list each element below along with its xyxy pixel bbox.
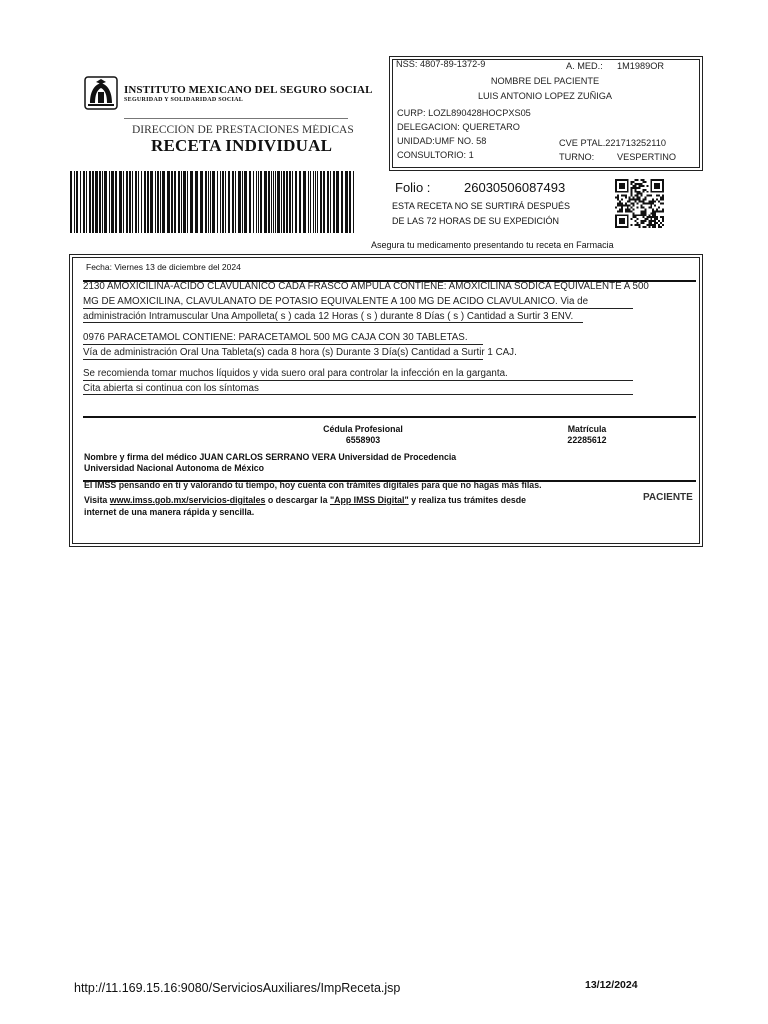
app-imss-digital-link[interactable]: "App IMSS Digital": [329, 495, 409, 505]
med-1-line-1: 2130 AMOXICILINA-ACIDO CLAVULANICO CADA FRASCO AMPULA CONTIENE: AMOXICILINA SODICA EQUIVALENTE A 500: [83, 281, 649, 292]
info-line-2-a: Visita: [84, 495, 108, 505]
direccion-heading: DIRECCIÓN DE PRESTACIONES MÉDICAS: [132, 124, 354, 136]
rx-underline: [83, 359, 483, 360]
a-med-value: 1M1989OR: [617, 61, 664, 71]
note-line-2: Cita abierta si continua con los síntomas: [83, 383, 259, 394]
rx-underline: [83, 322, 583, 323]
info-line-3: internet de una manera rápida y sencilla.: [84, 507, 255, 517]
consultorio: CONSULTORIO: 1: [397, 150, 474, 160]
warning-line-2: DE LAS 72 HORAS DE SU EXPEDICIÓN: [392, 216, 560, 226]
patient-name: LUIS ANTONIO LOPEZ ZUÑIGA: [477, 91, 613, 101]
info-line-2-c: y realiza tus trámites desde: [411, 495, 527, 505]
info-line-2: [84, 495, 526, 505]
institution-name: INSTITUTO MEXICANO DEL SEGURO SOCIAL: [124, 84, 373, 96]
institution-subtitle: SEGURIDAD Y SOLIDARIDAD SOCIAL: [124, 97, 244, 103]
footer-date: 13/12/2024: [585, 979, 638, 991]
folio-value: 26030506087493: [464, 180, 566, 195]
cedula-value: 6558903: [345, 435, 381, 445]
page-title: RECETA INDIVIDUAL: [151, 136, 333, 155]
a-med-label: A. MED.:: [566, 61, 603, 71]
matricula-value: 22285612: [567, 435, 607, 445]
note-line-1: Se recomienda tomar muchos líquidos y vida suero oral para controlar la infección en la garganta.: [83, 368, 508, 379]
fecha: Fecha: Viernes 13 de diciembre del 2024: [86, 262, 241, 272]
med-2-line-1: 0976 PARACETAMOL CONTIENE: PARACETAMOL 500 MG CAJA CON 30 TABLETAS.: [83, 332, 468, 343]
matricula-label: Matrícula: [567, 424, 607, 434]
header-divider: [124, 118, 348, 119]
patient-name-label: NOMBRE DEL PACIENTE: [490, 76, 600, 86]
qr-code-icon: [615, 179, 664, 228]
farmacia-note: Asegura tu medicamento presentando tu receta en Farmacia: [371, 240, 614, 250]
doctor-signature-line-1: Nombre y firma del médico JUAN CARLOS SERRANO VERA Universidad de Procedencia: [84, 452, 457, 462]
barcode-icon: [70, 171, 355, 233]
warning-line-1: ESTA RECETA NO SE SURTIRÁ DESPUÉS: [392, 201, 571, 211]
folio-label: Folio :: [395, 180, 431, 195]
turno-label: TURNO:: [559, 152, 595, 162]
doctor-top-rule: [83, 416, 696, 418]
imss-eagle-logo-icon: [84, 76, 118, 110]
footer-url: http://11.169.15.16:9080/ServiciosAuxiliares/ImpReceta.jsp: [74, 981, 401, 995]
delegacion: DELEGACION: QUERETARO: [397, 122, 520, 132]
med-2-line-2: Vía de administración Oral Una Tableta(s) cada 8 hora (s) Durante 3 Día(s) Cantidad a Surtir 1 CAJ.: [83, 347, 517, 358]
turno-value: VESPERTINO: [617, 152, 677, 162]
paciente-label: PACIENTE: [643, 492, 693, 503]
cedula-label: Cédula Profesional: [323, 424, 403, 434]
nss: NSS: 4807-89-1372-9: [396, 59, 486, 69]
info-line-2-b: o descargar la: [267, 495, 328, 505]
doctor-signature-line-2: Universidad Nacional Autonoma de México: [84, 463, 265, 473]
med-1-line-3: administración Intramuscular Una Ampolleta( s ) cada 12 Horas ( s ) durante 8 Días ( s ) Cantidad a Surtir 3 ENV.: [83, 311, 574, 322]
imss-digital-services-link[interactable]: www.imss.gob.mx/servicios-digitales: [109, 495, 266, 505]
curp: CURP: LOZL890428HOCPXS05: [397, 108, 531, 118]
cve-ptal: CVE PTAL.221713252110: [559, 138, 666, 148]
med-1-line-2: MG DE AMOXICILINA, CLAVULANATO DE POTASIO EQUIVALENTE A 100 MG DE ACIDO CLAVULANICO. Via de: [83, 296, 589, 307]
rx-underline: [83, 394, 633, 395]
info-line-1: El IMSS pensando en ti y valorando tu tiempo, hoy cuenta con trámites digitales para que no hagas más filas.: [84, 480, 542, 490]
unidad: UNIDAD:UMF NO. 58: [397, 136, 487, 146]
